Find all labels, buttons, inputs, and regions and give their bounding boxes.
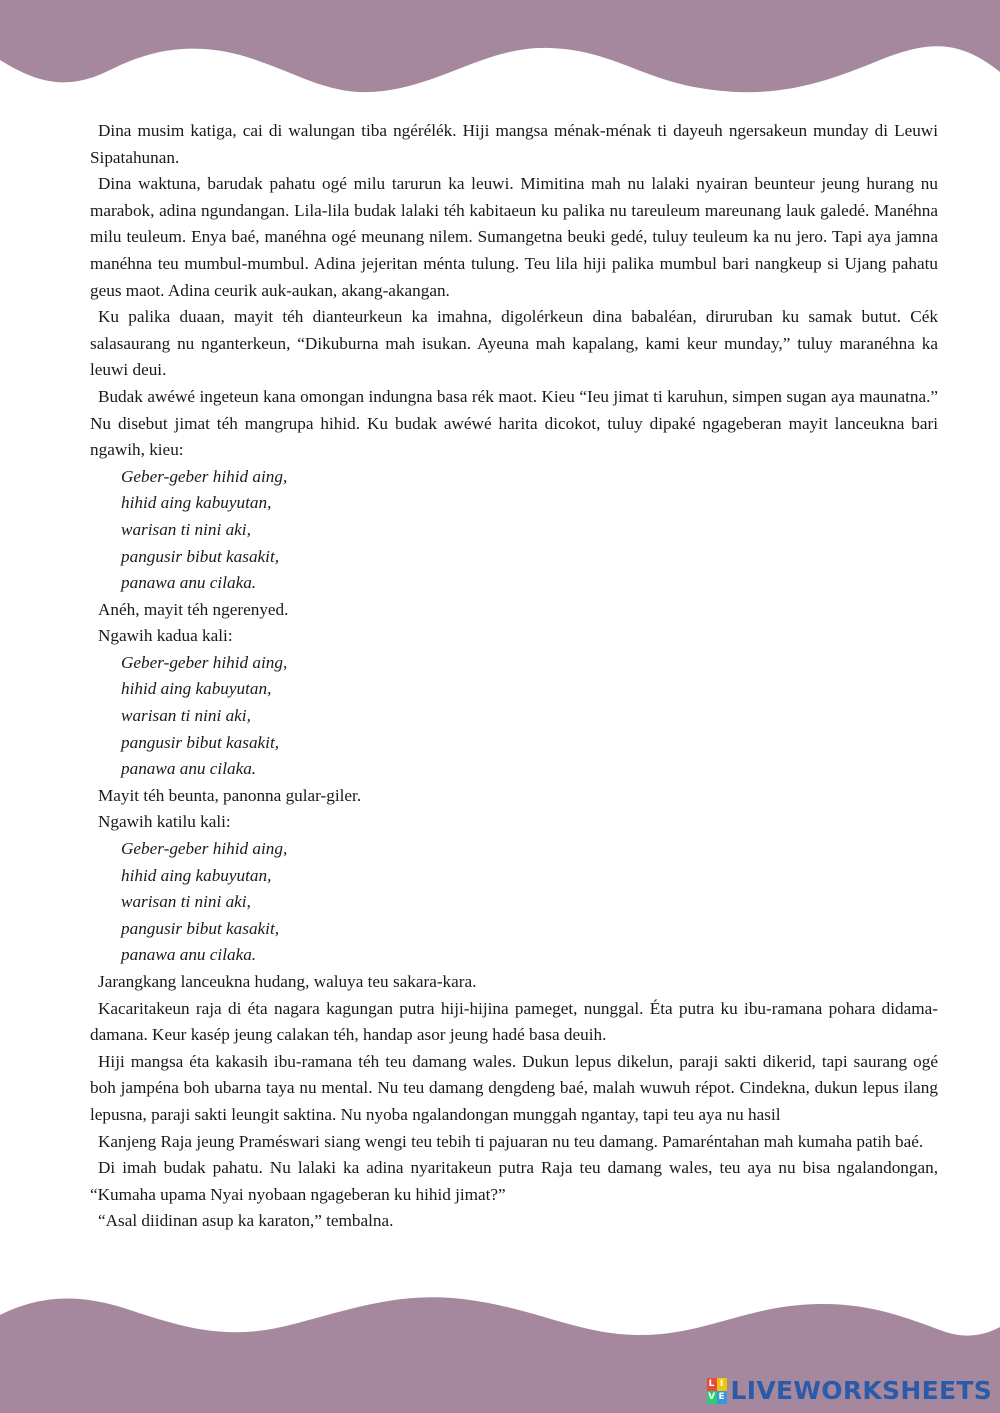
poem-line: warisan ti nini aki, xyxy=(121,892,251,912)
poem-line: panawa anu cilaka. xyxy=(121,759,257,779)
paragraph: Mayit téh beunta, panonna gular-giler. xyxy=(98,785,362,805)
paragraph: Di imah budak pahatu. Nu lalaki ka adina nyaritakeun putra Raja teu damang wales, teu aya nu bisa ngalandongan, “Kumaha upama Nyai nyobaan ngageberan ku hihid jimat?” xyxy=(90,1158,938,1204)
paragraph: Hiji mangsa éta kakasih ibu-ramana téh teu damang wales. Dukun lepus dikelun, paraji sakti dikerid, tapi saurang ogé boh jampéna boh ubarna taya nu mental. Nu teu damang dengdeng baé, malah wuwuh répot. Cindekna, dukun lepus ilang lepusna, paraji sakti leungit saktina. Nu nyoba ngalandongan munggah ngantay, tapi teu aya nu hasil xyxy=(90,1051,938,1124)
top-wave-decoration xyxy=(0,0,1000,120)
paragraph: Dina musim katiga, cai di walungan tiba ngérélék. Hiji mangsa ménak-ménak ti dayeuh ngersakeun munday di Leuwi Sipatahunan. xyxy=(90,121,938,167)
poem-line: Geber-geber hihid aing, xyxy=(121,466,288,486)
poem-line: hihid aing kabuyutan, xyxy=(121,865,272,885)
poem-line: hihid aing kabuyutan, xyxy=(121,679,272,699)
poem-line: pangusir bibut kasakit, xyxy=(121,546,280,566)
poem-stanza-3 xyxy=(121,836,938,969)
paragraph: Anéh, mayit téh ngerenyed. xyxy=(98,599,289,619)
poem-line: warisan ti nini aki, xyxy=(121,519,251,539)
paragraph: Jarangkang lanceukna hudang, waluya teu sakara-kara. xyxy=(98,972,477,991)
liveworksheets-wordmark: LIVEWORKSHEETS xyxy=(730,1376,992,1405)
paragraph: Ngawih katilu kali: xyxy=(98,812,231,832)
paragraph: Kacaritakeun raja di éta nagara kagungan putra hiji-hijina pameget, nunggal. Éta putra ku ibu-ramana pohara didama-damana. Keur kasép jeung calakan téh, handap asor jeung hadé basa deuih. xyxy=(90,998,938,1045)
paragraph: Ku palika duaan, mayit téh dianteurkeun ka imahna, digolérkeun dina babaléan, diruruban ku samak butut. Cék salasaurang nu nganterkeun, “Dikuburna mah isukan. Ayeuna mah kapalang, kami keur munday,” tuluy maranéhna ka leuwi deui. xyxy=(90,307,938,380)
paragraph: Kanjeng Raja jeung Praméswari siang wengi teu tebih ti pajuaran nu teu damang. Pamaréntahan mah kumaha patih baé. xyxy=(98,1131,924,1151)
poem-stanza-1 xyxy=(121,464,938,597)
poem-line: Geber-geber hihid aing, xyxy=(121,839,288,859)
paragraph: “Asal diidinan asup ka karaton,” tembalna. xyxy=(98,1211,394,1231)
paragraph: Ngawih kadua kali: xyxy=(98,626,233,646)
poem-line: pangusir bibut kasakit, xyxy=(121,918,280,938)
poem-stanza-2 xyxy=(121,650,938,783)
story-text xyxy=(90,118,938,1235)
poem-line: Geber-geber hihid aing, xyxy=(121,652,288,672)
liveworksheets-logo-icon: L I V E xyxy=(708,1378,725,1402)
liveworksheets-logo xyxy=(707,1376,992,1405)
paragraph: Dina waktuna, barudak pahatu ogé milu tarurun ka leuwi. Mimitina mah nu lalaki nyairan beunteur jeung hurang nu marabok, adina ngundangan. Lila-lila budak lalaki téh kabitaeun ku palika nu tareuleum mareunang lauk galedé. Manéhna milu teuleum. Enya baé, manéhna ogé meunang nilem. Sumangetna beuki gedé, tuluy teuleum ka nu jero. Tapi aya jamna manéhna teu mumbul-mumbul. Adina jejeritan ménta tulung. Teu lila hiji palika mumbul bari nangkeup si Ujang pahatu geus maot. Adina ceurik auk-aukan, akang-akangan. xyxy=(90,174,938,300)
poem-line: hihid aing kabuyutan, xyxy=(121,493,272,513)
poem-line: panawa anu cilaka. xyxy=(121,945,257,965)
poem-line: warisan ti nini aki, xyxy=(121,706,251,726)
paragraph: Budak awéwé ingeteun kana omongan indungna basa rék maot. Kieu “Ieu jimat ti karuhun, simpen sugan aya maunatna.” Nu disebut jimat téh mangrupa hihid. Ku budak awéwé harita dicokot, tuluy dipaké ngageberan mayit lanceukna bari ngawih, kieu: xyxy=(90,386,938,460)
poem-line: panawa anu cilaka. xyxy=(121,573,257,593)
poem-line: pangusir bibut kasakit, xyxy=(121,732,280,752)
